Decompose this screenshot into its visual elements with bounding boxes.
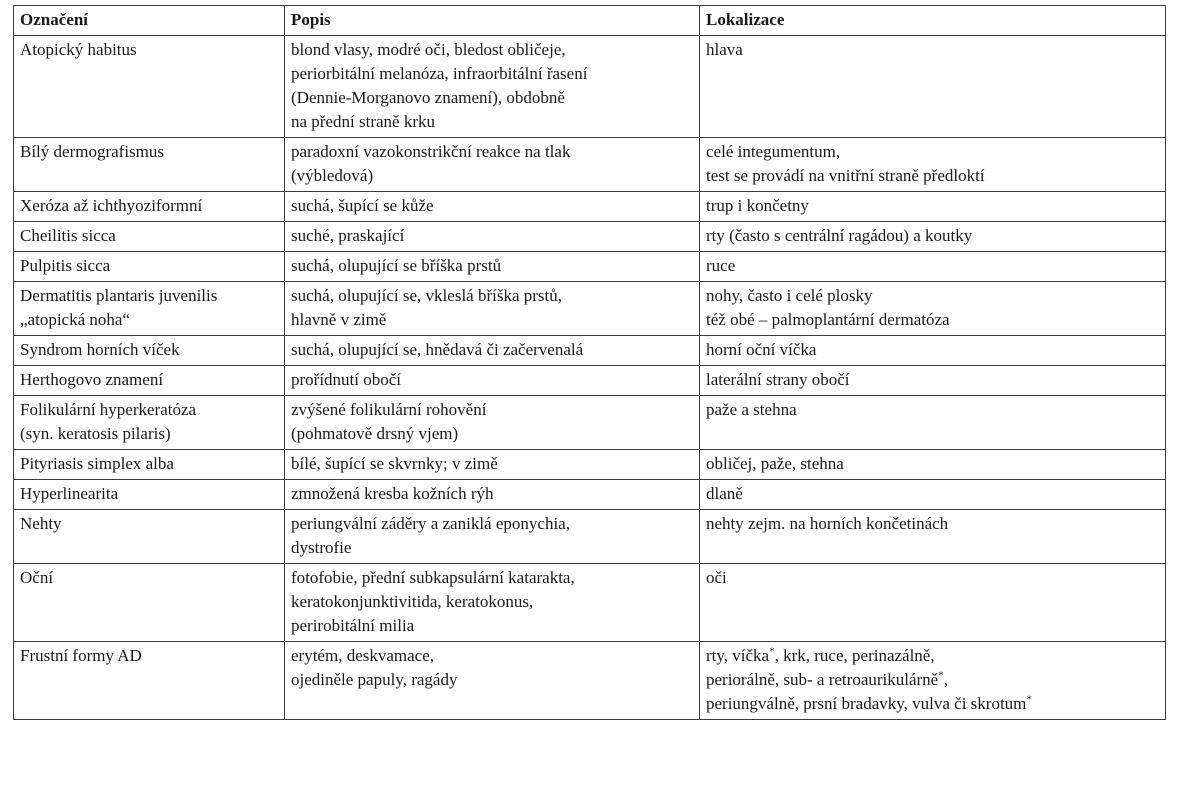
table-row: [14, 36, 1166, 138]
cell-popis: [285, 36, 700, 138]
cell-line: dlaně: [706, 484, 743, 503]
cell-line: ruce: [706, 256, 736, 275]
cell-line: (výbledová): [291, 166, 374, 185]
cell-line: periungvální záděry a zaniklá eponychia,: [291, 514, 570, 533]
cell-popis: [285, 450, 700, 480]
cell-line: Nehty: [20, 514, 62, 533]
cell-popis: [285, 510, 700, 564]
cell-line: Atopický habitus: [20, 40, 137, 59]
table-row: [14, 450, 1166, 480]
cell-line: obličej, paže, stehna: [706, 454, 844, 473]
cell-oznaceni: [14, 222, 285, 252]
cell-oznaceni: [14, 510, 285, 564]
cell-line: suchá, olupující se, vkleslá bříška prstů,: [291, 286, 563, 305]
cell-line: periungválně, prsní bradavky, vulva či skrotum*: [706, 693, 1032, 713]
cell-lokalizace: [700, 138, 1166, 192]
cell-oznaceni: [14, 564, 285, 642]
cell-line: prořídnutí obočí: [291, 370, 402, 389]
cell-line: „atopická noha“: [20, 310, 130, 329]
column-header-lokalizace: Lokalizace: [700, 6, 1166, 36]
cell-line: suché, praskající: [291, 226, 405, 245]
cell-line: Xeróza až ichthyoziformní: [20, 196, 203, 215]
cell-line: Hyperlinearita: [20, 484, 119, 503]
cell-line: (pohmatově drsný vjem): [291, 424, 459, 443]
cell-line: celé integumentum,: [706, 142, 841, 161]
cell-popis: [285, 366, 700, 396]
cell-line: Pityriasis simplex alba: [20, 454, 174, 473]
cell-popis: [285, 396, 700, 450]
cell-line: keratokonjunktivitida, keratokonus,: [291, 592, 534, 611]
cell-lokalizace: [700, 252, 1166, 282]
cell-oznaceni: [14, 282, 285, 336]
cell-line: paradoxní vazokonstrikční reakce na tlak: [291, 142, 571, 161]
cell-popis: [285, 480, 700, 510]
cell-popis: [285, 138, 700, 192]
cell-line: suchá, olupující se, hnědavá či začervenalá: [291, 340, 584, 359]
cell-popis: [285, 642, 700, 720]
cell-lokalizace: [700, 480, 1166, 510]
cell-lokalizace: [700, 396, 1166, 450]
cell-popis: [285, 564, 700, 642]
cell-popis: [285, 282, 700, 336]
cell-line: paže a stehna: [706, 400, 797, 419]
cell-line: fotofobie, přední subkapsulární katarakta,: [291, 568, 575, 587]
table-body: [14, 36, 1166, 720]
table-row: [14, 510, 1166, 564]
table-row: [14, 642, 1166, 720]
cell-line: hlavně v zimě: [291, 310, 387, 329]
cell-lokalizace: [700, 642, 1166, 720]
cell-oznaceni: [14, 480, 285, 510]
cell-line: test se provádí na vnitřní straně předloktí: [706, 166, 985, 185]
cell-line: ojediněle papuly, ragády: [291, 670, 458, 689]
cell-line: (syn. keratosis pilaris): [20, 424, 171, 443]
cell-line: rty (často s centrální ragádou) a koutky: [706, 226, 973, 245]
cell-line: bílé, šupící se skvrnky; v zimě: [291, 454, 498, 473]
table-row: [14, 480, 1166, 510]
cell-line: periorálně, sub- a retroaurikulárně*,: [706, 669, 948, 689]
cell-line: laterální strany obočí: [706, 370, 850, 389]
cell-line: blond vlasy, modré oči, bledost obličeje,: [291, 40, 566, 59]
cell-oznaceni: [14, 450, 285, 480]
cell-line: Cheilitis sicca: [20, 226, 116, 245]
column-header-oznaceni: Označení: [14, 6, 285, 36]
cell-oznaceni: [14, 336, 285, 366]
cell-popis: [285, 192, 700, 222]
table-row: [14, 192, 1166, 222]
column-header-popis: Popis: [285, 6, 700, 36]
cell-line: (Dennie-Morganovo znamení), obdobně: [291, 88, 565, 107]
cell-popis: [285, 222, 700, 252]
cell-line: Syndrom horních víček: [20, 340, 180, 359]
cell-popis: [285, 252, 700, 282]
cell-line: Herthogovo znamení: [20, 370, 164, 389]
cell-line: suchá, šupící se kůže: [291, 196, 434, 215]
table-row: [14, 222, 1166, 252]
table-row: [14, 138, 1166, 192]
cell-line: též obé – palmoplantární dermatóza: [706, 310, 950, 329]
data-table: [13, 5, 1166, 720]
cell-lokalizace: [700, 564, 1166, 642]
cell-line: Bílý dermografismus: [20, 142, 165, 161]
cell-line: Dermatitis plantaris juvenilis: [20, 286, 218, 305]
cell-lokalizace: [700, 510, 1166, 564]
cell-oznaceni: [14, 36, 285, 138]
cell-line: horní oční víčka: [706, 340, 817, 359]
cell-line: nehty zejm. na horních končetinách: [706, 514, 949, 533]
table-row: [14, 252, 1166, 282]
cell-line: periorbitální melanóza, infraorbitální řasení: [291, 64, 588, 83]
cell-line: Folikulární hyperkeratóza: [20, 400, 197, 419]
header-row: [14, 6, 1166, 36]
cell-oznaceni: [14, 138, 285, 192]
cell-line: trup i končetny: [706, 196, 809, 215]
cell-oznaceni: [14, 642, 285, 720]
cell-line: dystrofie: [291, 538, 352, 557]
cell-oznaceni: [14, 192, 285, 222]
cell-line: Oční: [20, 568, 54, 587]
cell-line: na přední straně krku: [291, 112, 435, 131]
cell-lokalizace: [700, 222, 1166, 252]
cell-line: nohy, často i celé plosky: [706, 286, 873, 305]
cell-oznaceni: [14, 252, 285, 282]
cell-line: erytém, deskvamace,: [291, 646, 435, 665]
cell-lokalizace: [700, 282, 1166, 336]
cell-line: Pulpitis sicca: [20, 256, 111, 275]
cell-line: hlava: [706, 40, 743, 59]
cell-lokalizace: [700, 36, 1166, 138]
cell-lokalizace: [700, 192, 1166, 222]
table-row: [14, 396, 1166, 450]
cell-oznaceni: [14, 366, 285, 396]
cell-lokalizace: [700, 366, 1166, 396]
cell-lokalizace: [700, 336, 1166, 366]
cell-oznaceni: [14, 396, 285, 450]
cell-line: zvýšené folikulární rohovění: [291, 400, 487, 419]
table-row: [14, 336, 1166, 366]
table-row: [14, 564, 1166, 642]
cell-line: rty, víčka*, krk, ruce, perinazálně,: [706, 645, 935, 665]
cell-line: Frustní formy AD: [20, 646, 142, 665]
cell-line: oči: [706, 568, 727, 587]
cell-line: zmnožená kresba kožních rýh: [291, 484, 494, 503]
cell-line: suchá, olupující se bříška prstů: [291, 256, 502, 275]
cell-popis: [285, 336, 700, 366]
cell-line: perirobitální milia: [291, 616, 415, 635]
cell-lokalizace: [700, 450, 1166, 480]
table-row: [14, 282, 1166, 336]
table-row: [14, 366, 1166, 396]
